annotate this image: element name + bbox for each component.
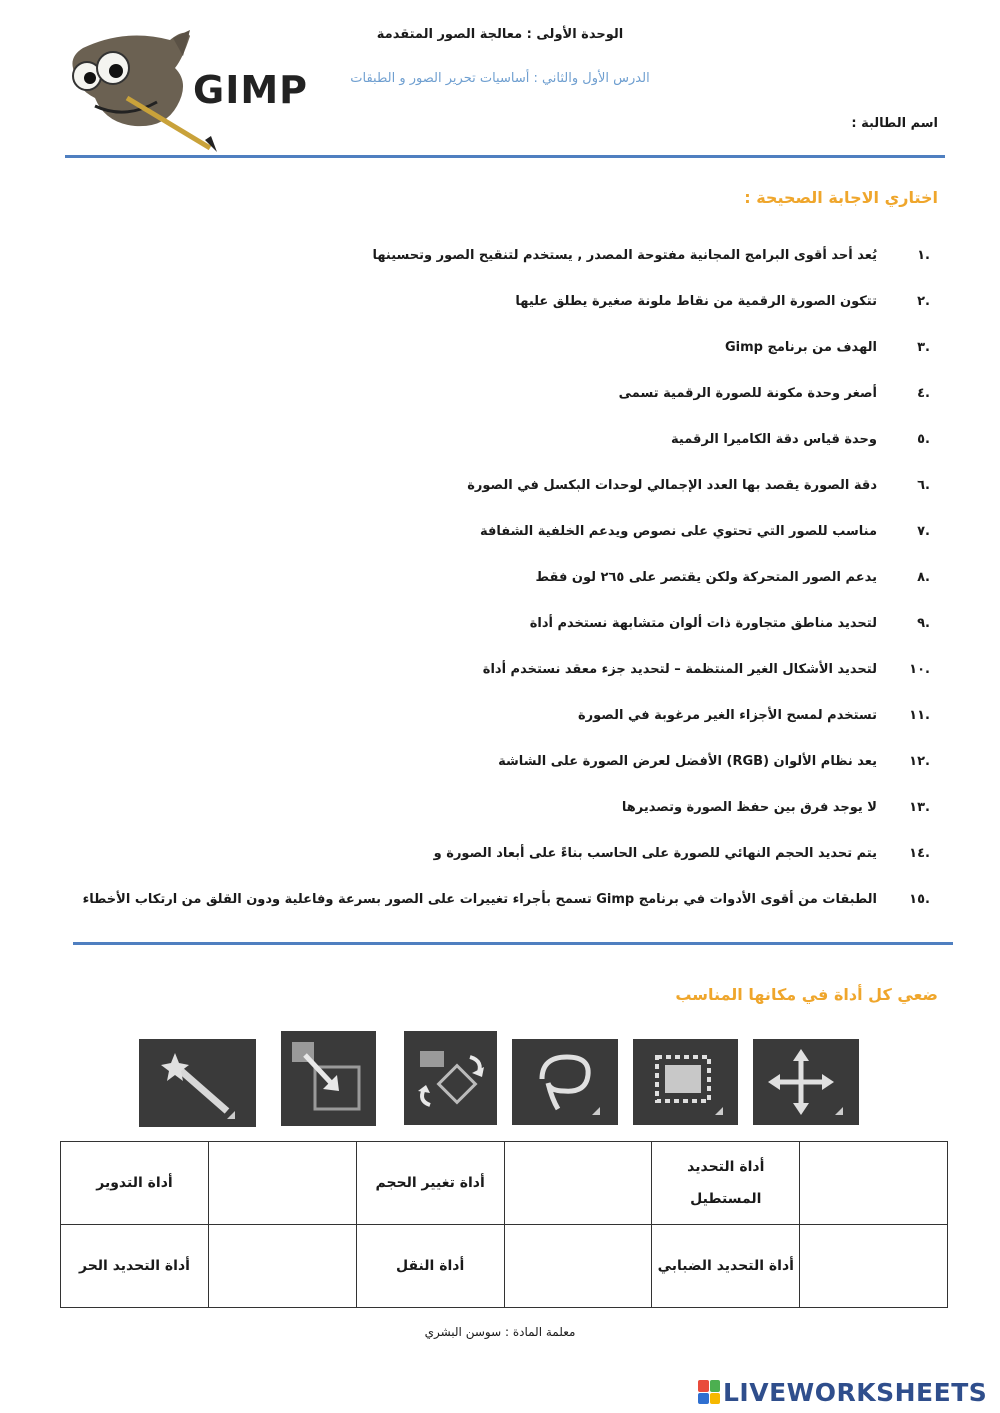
question-text: لا يوجد فرق بين حفظ الصورة وتصديرها <box>621 799 877 815</box>
scale-tool-icon[interactable] <box>281 1031 376 1126</box>
question-number: .٧ <box>917 523 930 539</box>
drop-cell[interactable] <box>504 1225 652 1308</box>
question-text: مناسب للصور التي تحتوي على نصوص ويدعم الخلفية الشفافة <box>479 523 877 539</box>
table-row <box>61 1142 948 1225</box>
question-item[interactable] <box>50 876 930 922</box>
question-text: يُعد أحد أقوى البرامج المجانية مفتوحة المصدر , يستخدم لتنقيح الصور وتحسينها <box>372 247 877 263</box>
tool-label-cell: أداة التحديد المستطيل <box>652 1142 800 1225</box>
question-text: الهدف من برنامج Gimp <box>725 339 877 355</box>
section2-title: ضعي كل أداة في مكانها المناسب <box>675 985 938 1004</box>
question-number: .١٤ <box>909 845 930 861</box>
tool-label-cell: أداة تغيير الحجم <box>356 1142 504 1225</box>
question-number: .١١ <box>909 707 930 723</box>
liveworksheets-brand <box>698 1377 987 1407</box>
question-text: وحدة قياس دقة الكاميرا الرقمية <box>671 431 877 447</box>
question-item[interactable] <box>50 738 930 784</box>
question-number: .١٢ <box>909 753 930 769</box>
question-text: تتكون الصورة الرقمية من نقاط ملونة صغيرة يطلق عليها <box>515 293 877 309</box>
question-number: .٥ <box>917 431 930 447</box>
question-item[interactable] <box>50 554 930 600</box>
gimp-logo <box>65 28 310 153</box>
question-item[interactable] <box>50 692 930 738</box>
table-row <box>61 1225 948 1308</box>
fuzzy-select-tool-icon[interactable] <box>139 1039 256 1127</box>
question-item[interactable] <box>50 508 930 554</box>
question-item[interactable] <box>50 324 930 370</box>
tool-label-cell: أداة التحديد الضبابي <box>652 1225 800 1308</box>
question-item[interactable] <box>50 600 930 646</box>
question-number: .١٣ <box>909 799 930 815</box>
question-item[interactable] <box>50 830 930 876</box>
question-text: يدعم الصور المتحركة ولكن يقتصر على ٢٦٥ لون فقط <box>535 569 877 585</box>
question-item[interactable] <box>50 784 930 830</box>
question-number: .١ <box>917 247 930 263</box>
drop-cell[interactable] <box>800 1142 948 1225</box>
free-select-tool-icon[interactable] <box>512 1039 618 1125</box>
move-tool-icon[interactable] <box>753 1039 859 1125</box>
matching-table <box>60 1141 948 1308</box>
question-number: .٦ <box>917 477 930 493</box>
tool-icons-row <box>0 1031 1000 1131</box>
tool-label-cell: أداة التدوير <box>61 1142 209 1225</box>
question-number: .٢ <box>917 293 930 309</box>
question-number: .٨ <box>917 569 930 585</box>
question-text: الطبقات من أقوى الأدوات في برنامج Gimp تسمح بأجراء تغييرات على الصور بسرعة وفاعلية ودون القلق من ارتكاب الأخطاء <box>82 891 877 907</box>
top-divider <box>65 155 945 158</box>
questions-list <box>50 232 930 922</box>
question-text: لتحديد الأشكال الغير المنتظمة – لتحديد جزء معقد نستخدم أداة <box>482 661 877 677</box>
question-text: يعد نظام الألوان (RGB) الأفضل لعرض الصورة على الشاشة <box>498 753 877 769</box>
drop-cell[interactable] <box>208 1225 356 1308</box>
question-item[interactable] <box>50 416 930 462</box>
brand-text: LIVEWORKSHEETS <box>723 1377 988 1407</box>
drop-cell[interactable] <box>504 1142 652 1225</box>
student-name-label: اسم الطالبة : <box>851 116 938 131</box>
logo-text: GIMP <box>193 68 308 112</box>
middle-divider <box>73 942 953 945</box>
liveworksheets-logo-icon <box>698 1380 720 1404</box>
tool-label-cell: أداة النقل <box>356 1225 504 1308</box>
drop-cell[interactable] <box>208 1142 356 1225</box>
question-number: .١٠ <box>909 661 930 677</box>
unit-title: الوحدة الأولى : معالجة الصور المتقدمة <box>376 27 624 42</box>
question-item[interactable] <box>50 462 930 508</box>
question-text: أصغر وحدة مكونة للصورة الرقمية تسمى <box>618 385 877 401</box>
question-number: .٩ <box>917 615 930 631</box>
tool-label-cell: أداة التحديد الحر <box>61 1225 209 1308</box>
question-item[interactable] <box>50 278 930 324</box>
rect-select-tool-icon[interactable] <box>633 1039 738 1125</box>
teacher-name: معلمة المادة : سوسن البشري <box>424 1325 576 1339</box>
question-item[interactable] <box>50 370 930 416</box>
drop-cell[interactable] <box>800 1225 948 1308</box>
question-text: دقة الصورة يقصد بها العدد الإجمالي لوحدات البكسل في الصورة <box>467 477 877 493</box>
question-number: .١٥ <box>909 891 930 907</box>
question-number: .٣ <box>917 339 930 355</box>
question-text: لتحديد مناطق متجاورة ذات ألوان متشابهة نستخدم أداة <box>529 615 877 631</box>
question-number: .٤ <box>917 385 930 401</box>
section1-title: اختاري الاجابة الصحيحة : <box>744 188 938 207</box>
lesson-title: الدرس الأول والثاني : أساسيات تحرير الصور و الطبقات <box>350 71 650 86</box>
question-text: يتم تحديد الحجم النهائي للصورة على الحاسب بناءً على أبعاد الصورة و <box>433 845 877 861</box>
question-item[interactable] <box>50 646 930 692</box>
question-item[interactable] <box>50 232 930 278</box>
rotate-tool-icon[interactable] <box>404 1031 497 1125</box>
question-text: تستخدم لمسح الأجزاء الغير مرغوبة في الصورة <box>578 707 877 723</box>
